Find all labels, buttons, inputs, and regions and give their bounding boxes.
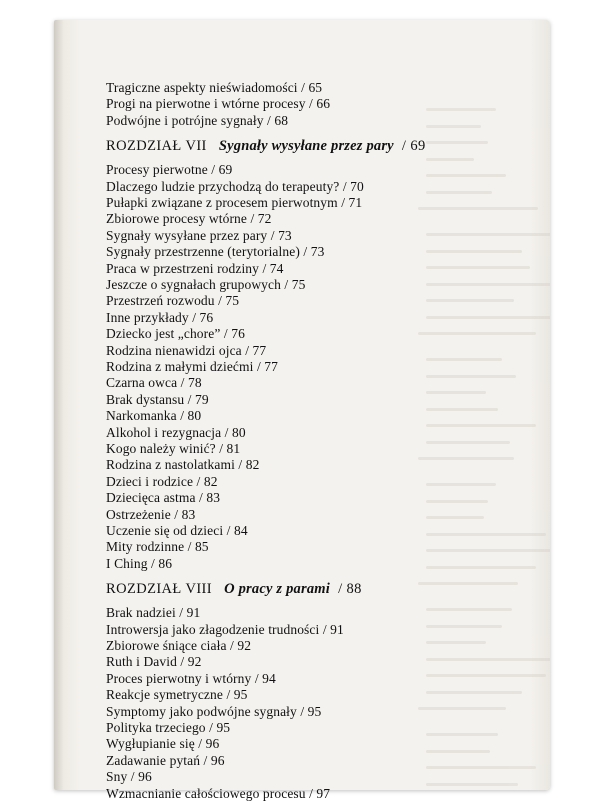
toc-entry: Zbiorowe procesy wtórne / 72: [106, 211, 272, 227]
bleed-through-line: [426, 658, 550, 661]
chapter-label: ROZDZIAŁ VII: [106, 138, 207, 155]
bleed-through-line: [426, 233, 550, 236]
chapter-label: ROZDZIAŁ VIII: [106, 581, 213, 598]
chapter-title: O pracy z parami: [224, 581, 330, 598]
toc-entry: Proces pierwotny i wtórny / 94: [106, 670, 276, 686]
bleed-through-line: [418, 207, 538, 210]
toc-entry: Jeszcze o sygnałach grupowych / 75: [106, 277, 306, 292]
toc-entry: Mity rodzinne / 85: [106, 539, 209, 555]
chapter-heading-8: [106, 581, 362, 598]
bleed-through-line: [426, 299, 514, 302]
toc-entry: Podwójne i potrójne sygnały / 68: [106, 112, 289, 128]
toc-entry: Symptomy jako podwójne sygnały / 95: [106, 703, 322, 719]
toc-entry: Introwersja jako złagodzenie trudności / 91: [106, 621, 344, 637]
bleed-through-line: [426, 783, 518, 786]
toc-entry: Dziecięca astma / 83: [106, 490, 221, 506]
toc-entry: Tragiczne aspekty nieświadomości / 65: [106, 80, 323, 95]
bleed-through-line: [426, 549, 550, 552]
bleed-through-line: [426, 424, 536, 427]
toc-entry: Czarna owca / 78: [106, 375, 202, 391]
chapter-page: / 88: [338, 581, 362, 598]
bleed-through-line: [418, 332, 536, 335]
toc-entry: Dziecko jest „chore” / 76: [106, 326, 245, 342]
bleed-through-line: [426, 750, 490, 753]
bleed-through-line: [426, 391, 486, 394]
bleed-through-line: [426, 191, 492, 194]
toc-entry: Sny / 96: [106, 769, 152, 785]
toc-entry: Wzmacnianie całościowego procesu / 97: [106, 785, 331, 801]
bleed-through-line: [418, 582, 518, 585]
bleed-through-line: [426, 500, 488, 503]
toc-entry: Polityka trzeciego / 95: [106, 720, 231, 735]
toc-entry: Narkomanka / 80: [106, 408, 202, 424]
bleed-through-line: [426, 250, 522, 253]
toc-entry: Procesy pierwotne / 69: [106, 162, 233, 178]
toc-entry: Wygłupianie się / 96: [106, 736, 220, 752]
chapter-title: Sygnały wysyłane przez pary: [218, 138, 394, 155]
chapter-page: / 69: [401, 138, 426, 155]
bleed-through-line: [426, 766, 536, 769]
bleed-through-line: [426, 375, 516, 378]
bleed-through-line: [426, 266, 530, 269]
toc-entry: Ruth i David / 92: [106, 654, 202, 670]
bleed-through-line: [426, 441, 510, 444]
bleed-through-line: [426, 625, 502, 628]
bleed-through-line: [426, 125, 481, 128]
toc-entry: Alkohol i rezygnacja / 80: [106, 424, 246, 440]
bleed-through-line: [426, 691, 522, 694]
bleed-through-line: [418, 707, 506, 710]
bleed-through-line: [426, 316, 550, 319]
toc-entry: Sygnały przestrzenne (terytorialne) / 73: [106, 244, 325, 260]
toc-entry: Inne przykłady / 76: [106, 309, 214, 325]
toc-entry: Rodzina nienawidzi ojca / 77: [106, 342, 267, 358]
toc-entry: I Ching / 86: [106, 555, 173, 571]
bleed-through-line: [426, 608, 512, 611]
bleed-through-line: [426, 674, 546, 677]
toc-entry: Ostrzeżenie / 83: [106, 506, 196, 522]
toc-entry: Sygnały wysyłane przez pary / 73: [106, 227, 292, 243]
toc-entry: Dlaczego ludzie przychodzą do terapeuty? / 70: [106, 178, 364, 194]
toc-entry: Zbiorowe śniące ciała / 92: [106, 638, 252, 653]
chapter-heading-7: [106, 138, 426, 155]
toc-entry: Zadawanie pytań / 96: [106, 752, 225, 768]
toc-entry: Progi na pierwotne i wtórne procesy / 66: [106, 96, 331, 112]
toc-entry: Brak dystansu / 79: [106, 391, 209, 407]
bleed-through-line: [418, 457, 514, 460]
toc-entry: Praca w przestrzeni rodziny / 74: [106, 260, 284, 276]
bleed-through-text: [412, 80, 550, 790]
bleed-through-line: [426, 358, 502, 361]
bleed-through-line: [426, 108, 496, 111]
toc-entry: Przestrzeń rozwodu / 75: [106, 293, 240, 309]
bleed-through-line: [426, 158, 474, 161]
bleed-through-line: [426, 566, 536, 569]
toc-entry: Uczenie się od dzieci / 84: [106, 523, 248, 538]
toc-entry: Kogo należy winić? / 81: [106, 441, 241, 456]
toc-entry: Brak nadziei / 91: [106, 605, 201, 621]
bleed-through-line: [426, 483, 496, 486]
bleed-through-line: [426, 533, 546, 536]
bleed-through-line: [426, 174, 506, 177]
bleed-through-line: [426, 516, 484, 519]
toc-entry: Pułapki związane z procesem pierwotnym / 71: [106, 195, 363, 210]
bleed-through-line: [426, 283, 550, 286]
toc-entry: Rodzina z nastolatkami / 82: [106, 457, 260, 473]
bleed-through-line: [426, 733, 498, 736]
toc-entry: Dzieci i rodzice / 82: [106, 473, 218, 489]
bleed-through-line: [426, 408, 498, 411]
toc-entry: Reakcje symetryczne / 95: [106, 687, 248, 703]
bleed-through-line: [426, 641, 486, 644]
toc-entry: Rodzina z małymi dziećmi / 77: [106, 359, 278, 374]
bleed-through-line: [426, 141, 488, 144]
